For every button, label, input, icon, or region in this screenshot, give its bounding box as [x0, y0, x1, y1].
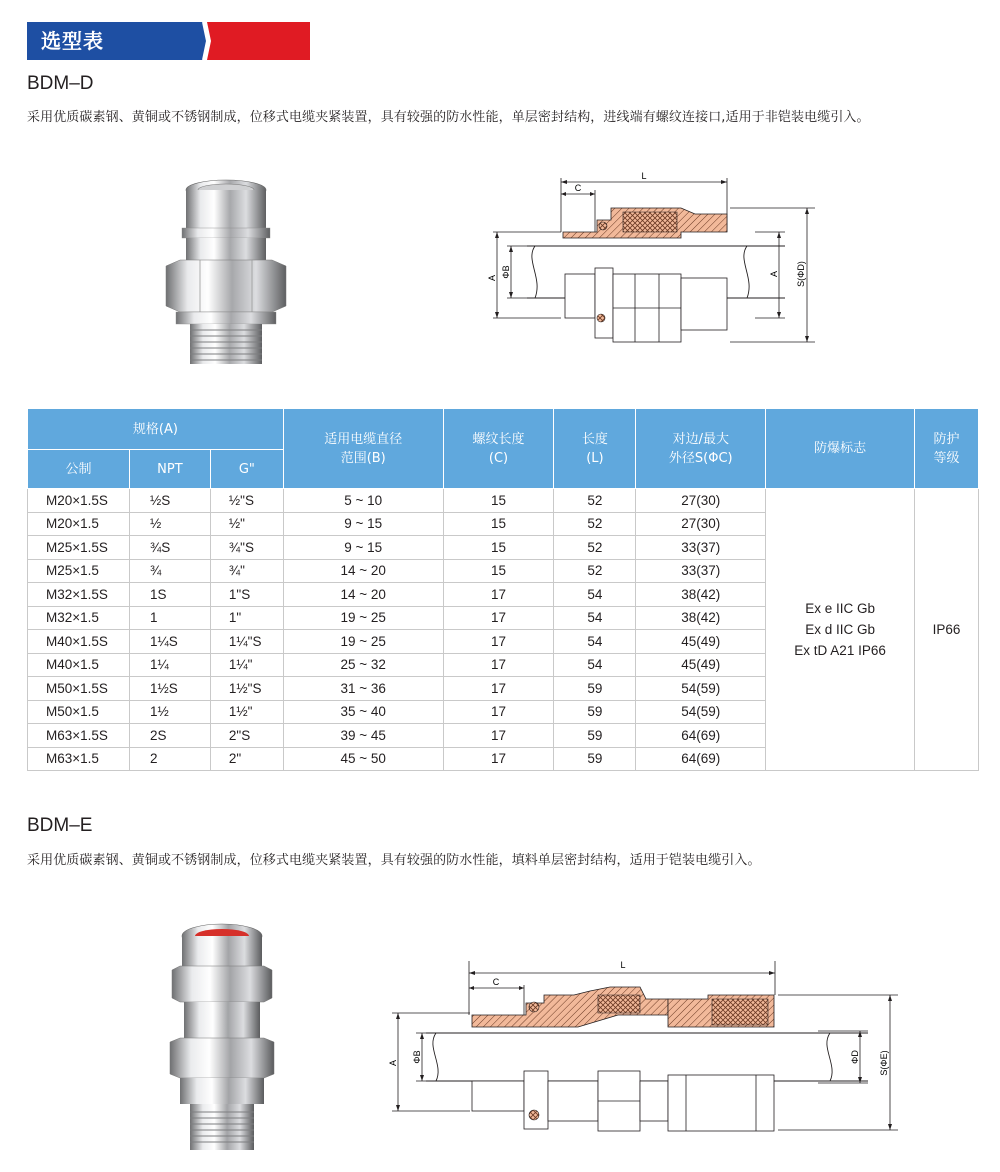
- cell-g: 1½": [210, 700, 283, 724]
- cell-npt: 1: [129, 606, 210, 630]
- cell-g: ½": [210, 512, 283, 536]
- technical-drawing-bdm-d: [485, 168, 815, 350]
- ex-marking-line: Ex d IIC Gb: [805, 622, 875, 637]
- product-photo-bdm-e: [166, 922, 278, 1154]
- cell-metric: M63×1.5: [28, 747, 130, 771]
- cell-metric: M25×1.5: [28, 559, 130, 583]
- header-thread-length: 螺纹长度 (C): [443, 409, 554, 489]
- cell-thread: 17: [443, 677, 554, 701]
- cell-across: 54(59): [636, 677, 766, 701]
- cell-length: 59: [554, 677, 636, 701]
- section-title-banner: [27, 22, 310, 60]
- cell-g: 1"S: [210, 583, 283, 607]
- cell-range: 19 ~ 25: [283, 630, 443, 654]
- dim-label-s-phi-e: S(ΦE): [879, 1050, 889, 1076]
- cell-thread: 17: [443, 747, 554, 771]
- dim-label-s-phi-d: S(ΦD): [796, 261, 806, 287]
- cell-range: 39 ~ 45: [283, 724, 443, 748]
- cell-g: ¾": [210, 559, 283, 583]
- cell-g: 1¼"S: [210, 630, 283, 654]
- ex-marking-line: Ex e IIC Gb: [805, 601, 875, 616]
- cell-npt: 2S: [129, 724, 210, 748]
- cell-metric: M25×1.5S: [28, 536, 130, 560]
- header-metric: 公制: [28, 450, 130, 489]
- cell-g: 1½"S: [210, 677, 283, 701]
- cell-thread: 17: [443, 724, 554, 748]
- cell-thread: 15: [443, 489, 554, 513]
- spec-table: [27, 408, 979, 771]
- cell-npt: ½S: [129, 489, 210, 513]
- cell-range: 14 ~ 20: [283, 559, 443, 583]
- dim-label-a-right: A: [769, 270, 779, 278]
- cell-npt: 2: [129, 747, 210, 771]
- cell-length: 59: [554, 724, 636, 748]
- cell-range: 9 ~ 15: [283, 536, 443, 560]
- cell-thread: 15: [443, 536, 554, 560]
- cell-g: ½"S: [210, 489, 283, 513]
- cell-length: 52: [554, 512, 636, 536]
- cell-range: 19 ~ 25: [283, 606, 443, 630]
- cell-npt: 1¼: [129, 653, 210, 677]
- cell-thread: 17: [443, 653, 554, 677]
- cell-across: 54(59): [636, 700, 766, 724]
- cell-thread: 17: [443, 583, 554, 607]
- cell-length: 59: [554, 700, 636, 724]
- cell-range: 45 ~ 50: [283, 747, 443, 771]
- model-title-bdm-d: BDM–D: [27, 73, 94, 94]
- cell-length: 52: [554, 536, 636, 560]
- cell-npt: 1S: [129, 583, 210, 607]
- cell-range: 14 ~ 20: [283, 583, 443, 607]
- technical-drawing-bdm-e: [378, 955, 898, 1141]
- header-protection: 防护 等级: [914, 409, 978, 489]
- dim-label-phi-d-e: ΦD: [850, 1050, 860, 1064]
- cell-g: ¾"S: [210, 536, 283, 560]
- cell-across: 33(37): [636, 559, 766, 583]
- cell-metric: M63×1.5S: [28, 724, 130, 748]
- cell-length: 54: [554, 653, 636, 677]
- cell-across: 33(37): [636, 536, 766, 560]
- product-photo-bdm-d: [160, 178, 292, 368]
- cell-metric: M20×1.5: [28, 512, 130, 536]
- cell-range: 25 ~ 32: [283, 653, 443, 677]
- cell-across: 27(30): [636, 512, 766, 536]
- model-title-bdm-e: BDM–E: [27, 815, 93, 836]
- header-length: 长度 (L): [554, 409, 636, 489]
- cell-across: 45(49): [636, 653, 766, 677]
- cell-metric: M20×1.5S: [28, 489, 130, 513]
- cell-range: 31 ~ 36: [283, 677, 443, 701]
- cell-g: 2": [210, 747, 283, 771]
- cell-g: 2"S: [210, 724, 283, 748]
- cell-length: 54: [554, 630, 636, 654]
- cell-npt: ¾: [129, 559, 210, 583]
- page-title: 选型表: [41, 29, 104, 53]
- cell-metric: M32×1.5S: [28, 583, 130, 607]
- cell-across: 38(42): [636, 583, 766, 607]
- cell-length: 52: [554, 489, 636, 513]
- header-g: G": [210, 450, 283, 489]
- cell-npt: 1½: [129, 700, 210, 724]
- cell-npt: 1¼S: [129, 630, 210, 654]
- cell-npt: ¾S: [129, 536, 210, 560]
- header-across-flats: 对边/最大 外径S(ΦC): [636, 409, 766, 489]
- table-row: [28, 489, 979, 513]
- ex-marking-line: Ex tD A21 IP66: [794, 643, 886, 658]
- model-description-bdm-e: 采用优质碳素钢、黄铜或不锈钢制成，位移式电缆夹紧装置，具有较强的防水性能，填料单层密封结构，适用于铠装电缆引入。: [27, 853, 761, 868]
- cell-length: 52: [554, 559, 636, 583]
- header-cable-range: 适用电缆直径 范围(B): [283, 409, 443, 489]
- dim-label-phi-b: ΦB: [501, 265, 511, 279]
- dim-label-l: L: [641, 171, 647, 181]
- cell-across: 27(30): [636, 489, 766, 513]
- cell-metric: M32×1.5: [28, 606, 130, 630]
- dim-label-c: C: [574, 183, 582, 193]
- cell-across: 64(69): [636, 747, 766, 771]
- cell-metric: M50×1.5S: [28, 677, 130, 701]
- cell-length: 59: [554, 747, 636, 771]
- header-ex-marking: 防爆标志: [766, 409, 915, 489]
- cell-thread: 15: [443, 512, 554, 536]
- cell-npt: 1½S: [129, 677, 210, 701]
- cell-ex-marking: [766, 489, 915, 771]
- cell-metric: M40×1.5S: [28, 630, 130, 654]
- dim-label-l-e: L: [620, 960, 626, 970]
- cell-range: 35 ~ 40: [283, 700, 443, 724]
- model-description-bdm-d: 采用优质碳素钢、黄铜或不锈钢制成，位移式电缆夹紧装置，具有较强的防水性能，单层密封结构，进线端有螺纹连接口,适用于非铠装电缆引入。: [27, 110, 870, 125]
- cell-protection: IP66: [914, 489, 978, 771]
- dim-label-phi-b-e: ΦB: [412, 1050, 422, 1064]
- cell-thread: 17: [443, 700, 554, 724]
- header-spec: 规格(A): [28, 409, 284, 450]
- cell-thread: 17: [443, 606, 554, 630]
- cell-thread: 17: [443, 630, 554, 654]
- cell-npt: ½: [129, 512, 210, 536]
- dim-label-a-e: A: [388, 1059, 398, 1067]
- cell-range: 9 ~ 15: [283, 512, 443, 536]
- cell-across: 64(69): [636, 724, 766, 748]
- cell-metric: M40×1.5: [28, 653, 130, 677]
- dim-label-c-e: C: [492, 977, 500, 987]
- cell-length: 54: [554, 606, 636, 630]
- cell-across: 45(49): [636, 630, 766, 654]
- cell-thread: 15: [443, 559, 554, 583]
- cell-across: 38(42): [636, 606, 766, 630]
- header-npt: NPT: [129, 450, 210, 489]
- cell-length: 54: [554, 583, 636, 607]
- dim-label-a: A: [487, 274, 497, 282]
- cell-metric: M50×1.5: [28, 700, 130, 724]
- cell-range: 5 ~ 10: [283, 489, 443, 513]
- cell-g: 1¼": [210, 653, 283, 677]
- cell-g: 1": [210, 606, 283, 630]
